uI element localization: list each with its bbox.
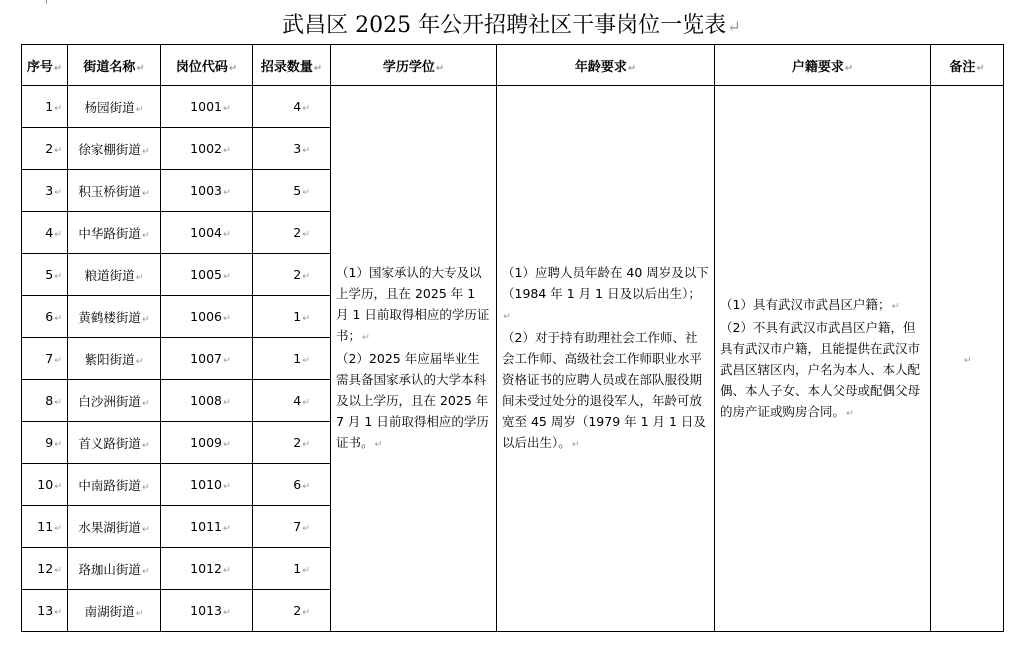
hire-quota: 6↵ — [253, 464, 331, 506]
street-name: 中华路街道↵ — [68, 212, 161, 254]
header-quota: 招录数量↵ — [253, 45, 331, 86]
age-requirement-item: （1）应聘人员年龄在 40 周岁及以下（1984 年 1 月 1 日及以后出生）；↵ — [502, 265, 709, 322]
position-code: 1001↵ — [161, 86, 253, 128]
paragraph-mark: ↵ — [222, 271, 231, 282]
position-code: 1008↵ — [161, 380, 253, 422]
page-corner-mark — [46, 0, 47, 4]
hire-quota: 2↵ — [253, 590, 331, 632]
paragraph-mark: ↵ — [222, 355, 231, 366]
paragraph-mark: ↵ — [54, 187, 62, 198]
paragraph-mark: ↵ — [222, 187, 231, 198]
paragraph-mark: ↵ — [141, 313, 150, 325]
hire-quota: 7↵ — [253, 506, 331, 548]
hire-quota: 2↵ — [253, 212, 331, 254]
paragraph-mark: ↵ — [54, 355, 62, 366]
paragraph-mark: ↵ — [963, 355, 972, 366]
hire-quota: 1↵ — [253, 548, 331, 590]
paragraph-mark: ↵ — [302, 313, 310, 324]
paragraph-mark: ↵ — [302, 565, 310, 576]
row-number: 10↵ — [22, 464, 68, 506]
paragraph-mark: ↵ — [222, 481, 231, 492]
position-code: 1003↵ — [161, 170, 253, 212]
paragraph-mark: ↵ — [222, 607, 231, 618]
table-row — [22, 86, 1004, 128]
street-name: 积玉桥街道↵ — [68, 170, 161, 212]
paragraph-mark: ↵ — [571, 439, 580, 450]
paragraph-mark: ↵ — [222, 313, 231, 324]
header-street: 街道名称↵ — [68, 45, 161, 86]
household-requirements — [715, 86, 931, 632]
paragraph-mark: ↵ — [54, 397, 62, 408]
street-name: 中南路街道↵ — [68, 464, 161, 506]
paragraph-mark: ↵ — [362, 332, 370, 343]
education-requirement-item: （1）国家承认的大专及以上学历，且在 2025 年 1 月 1 日前取得相应的学历证书；↵ — [336, 265, 490, 343]
paragraph-mark: ↵ — [503, 311, 511, 322]
position-code: 1004↵ — [161, 212, 253, 254]
household-requirement-item: （1）具有武汉市武昌区户籍；↵ — [720, 296, 900, 312]
header-remark: 备注↵ — [931, 45, 1004, 86]
row-number: 8↵ — [22, 380, 68, 422]
paragraph-mark: ↵ — [135, 607, 144, 619]
hire-quota: 4↵ — [253, 380, 331, 422]
header-age: 年龄要求↵ — [497, 45, 715, 86]
street-name: 紫阳街道↵ — [68, 338, 161, 380]
row-number: 3↵ — [22, 170, 68, 212]
age-requirement-item: （2）对于持有助理社会工作师、社会工作师、高级社会工作师职业水平资格证书的应聘人员或在部队服役期间未受过处分的退役军人，年龄可放宽至 45 周岁（1979 年 1 月 1 日及以后出生）。↵ — [502, 330, 706, 450]
paragraph-mark: ↵ — [141, 229, 150, 241]
paragraph-mark: ↵ — [54, 481, 62, 492]
street-name: 黄鹤楼街道↵ — [68, 296, 161, 338]
hire-quota: 5↵ — [253, 170, 331, 212]
paragraph-mark: ↵ — [302, 103, 310, 114]
paragraph-mark: ↵ — [222, 103, 231, 114]
position-code: 1009↵ — [161, 422, 253, 464]
paragraph-mark: ↵ — [302, 397, 310, 408]
paragraph-mark: ↵ — [141, 187, 150, 199]
paragraph-mark: ↵ — [222, 565, 231, 576]
household-requirement-item: （2）不具有武汉市武昌区户籍，但具有武汉市户籍，且能提供在武汉市武昌区辖区内，户名为本人、本人配偶、本人子女、本人父母或配偶父母的房产证或购房合同。↵ — [720, 319, 921, 419]
paragraph-mark: ↵ — [222, 439, 231, 450]
street-name: 徐家棚街道↵ — [68, 128, 161, 170]
position-code: 1002↵ — [161, 128, 253, 170]
paragraph-mark: ↵ — [374, 439, 383, 450]
hire-quota: 4↵ — [253, 86, 331, 128]
paragraph-mark: ↵ — [302, 481, 310, 492]
row-number: 5↵ — [22, 254, 68, 296]
row-number: 1↵ — [22, 86, 68, 128]
paragraph-mark: ↵ — [141, 523, 150, 535]
paragraph-mark: ↵ — [135, 355, 144, 367]
education-requirements — [331, 86, 497, 632]
row-number: 9↵ — [22, 422, 68, 464]
paragraph-mark: ↵ — [302, 439, 310, 450]
header-household: 户籍要求↵ — [715, 45, 931, 86]
paragraph-mark: ↵ — [141, 397, 150, 409]
header-code: 岗位代码↵ — [161, 45, 253, 86]
education-requirement-item: （2）2025 年应届毕业生需具备国家承认的大学本科及以上学历，且在 2025 年 7 月 1 日前取得相应的学历证书。↵ — [336, 351, 489, 450]
position-code: 1013↵ — [161, 590, 253, 632]
hire-quota: 1↵ — [253, 296, 331, 338]
paragraph-mark: ↵ — [302, 187, 310, 198]
header-education: 学历学位↵ — [331, 45, 497, 86]
remark-cell — [931, 86, 1004, 632]
paragraph-mark: ↵ — [54, 313, 62, 324]
paragraph-mark: ↵ — [135, 271, 144, 283]
paragraph-mark: ↵ — [54, 565, 62, 576]
paragraph-mark: ↵ — [141, 481, 150, 493]
paragraph-mark: ↵ — [222, 145, 231, 156]
row-number: 12↵ — [22, 548, 68, 590]
street-name: 南湖街道↵ — [68, 590, 161, 632]
age-requirements — [497, 86, 715, 632]
paragraph-mark: ↵ — [54, 439, 62, 450]
paragraph-mark: ↵ — [302, 229, 310, 240]
paragraph-mark: ↵ — [302, 271, 310, 282]
position-code: 1006↵ — [161, 296, 253, 338]
row-number: 4↵ — [22, 212, 68, 254]
paragraph-mark: ↵ — [222, 229, 231, 240]
paragraph-mark: ↵ — [846, 407, 854, 419]
position-code: 1011↵ — [161, 506, 253, 548]
paragraph-mark: ↵ — [54, 103, 62, 114]
paragraph-mark: ↵ — [54, 271, 62, 282]
row-number: 2↵ — [22, 128, 68, 170]
header-row — [22, 45, 1004, 86]
row-number: 6↵ — [22, 296, 68, 338]
hire-quota: 2↵ — [253, 422, 331, 464]
row-number: 11↵ — [22, 506, 68, 548]
paragraph-mark: ↵ — [54, 229, 62, 240]
paragraph-mark: ↵ — [54, 145, 62, 156]
paragraph-mark: ↵ — [54, 607, 62, 618]
street-name: 粮道街道↵ — [68, 254, 161, 296]
paragraph-mark: ↵ — [302, 145, 310, 156]
street-name: 杨园街道↵ — [68, 86, 161, 128]
hire-quota: 2↵ — [253, 254, 331, 296]
hire-quota: 3↵ — [253, 128, 331, 170]
street-name: 珞珈山街道↵ — [68, 548, 161, 590]
position-code: 1005↵ — [161, 254, 253, 296]
paragraph-mark: ↵ — [222, 397, 231, 408]
paragraph-mark: ↵ — [141, 565, 150, 577]
row-number: 7↵ — [22, 338, 68, 380]
street-name: 首义路街道↵ — [68, 422, 161, 464]
paragraph-mark: ↵ — [141, 145, 150, 157]
document-title: 武昌区 2025 年公开招聘社区干事岗位一览表↵ — [282, 13, 741, 38]
positions-table — [21, 44, 1004, 632]
paragraph-mark: ↵ — [222, 523, 231, 534]
street-name: 白沙洲街道↵ — [68, 380, 161, 422]
paragraph-mark: ↵ — [135, 103, 144, 115]
street-name: 水果湖街道↵ — [68, 506, 161, 548]
paragraph-mark: ↵ — [54, 523, 62, 534]
position-code: 1012↵ — [161, 548, 253, 590]
position-code: 1010↵ — [161, 464, 253, 506]
position-code: 1007↵ — [161, 338, 253, 380]
paragraph-mark: ↵ — [302, 355, 310, 366]
paragraph-mark: ↵ — [891, 300, 900, 312]
paragraph-mark: ↵ — [302, 523, 310, 534]
paragraph-mark: ↵ — [141, 439, 150, 451]
hire-quota: 1↵ — [253, 338, 331, 380]
header-no: 序号↵ — [22, 45, 68, 86]
row-number: 13↵ — [22, 590, 68, 632]
paragraph-mark: ↵ — [302, 607, 310, 618]
